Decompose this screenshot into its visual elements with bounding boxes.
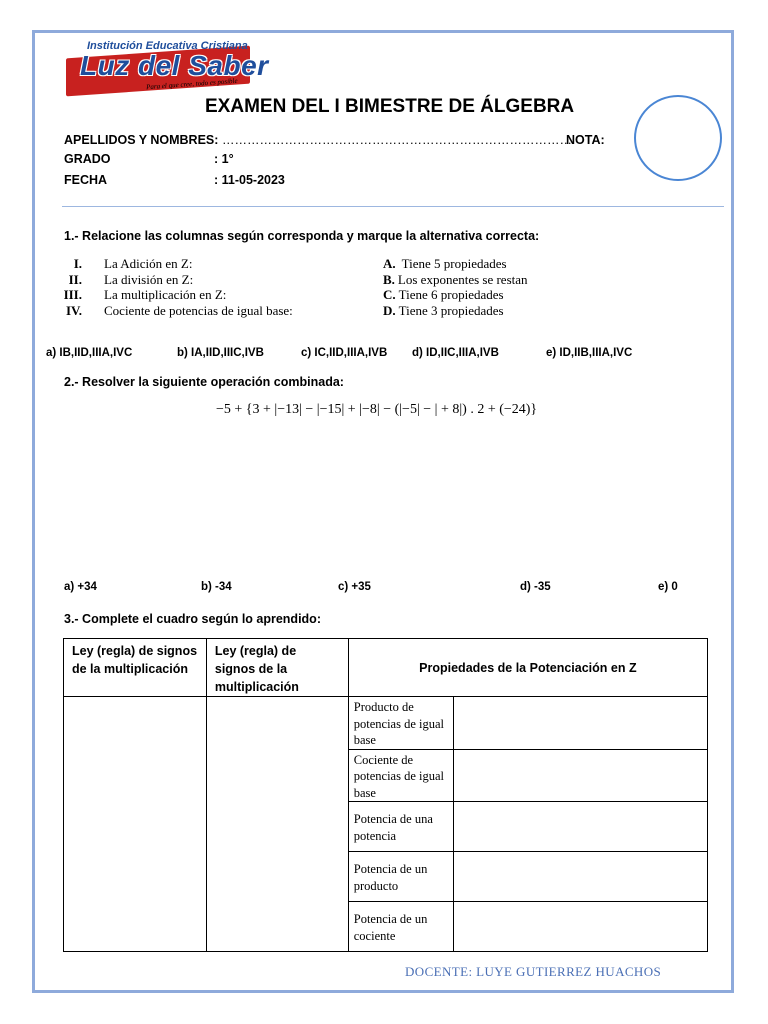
q1-left-text: La división en Z: xyxy=(104,271,194,287)
letter-label: A. xyxy=(383,256,396,271)
q1-option-c[interactable]: c) IC,IID,IIIA,IVB xyxy=(301,347,388,359)
answer-cell-col2[interactable] xyxy=(206,697,348,952)
q1-left-item xyxy=(52,256,293,272)
col1-header: Ley (regla) de signos de la multiplicación xyxy=(64,639,207,697)
logo-top-text: Institución Educativa Cristiana xyxy=(87,40,248,52)
q1-right-item xyxy=(383,303,528,319)
q1-left-text: La multiplicación en Z: xyxy=(104,287,227,302)
roman-numeral: II. xyxy=(68,271,82,287)
q1-option-b[interactable]: b) IA,IID,IIIC,IVB xyxy=(177,347,264,359)
logo-main-text: Luz del Saber xyxy=(80,50,269,81)
q2-option-d[interactable]: d) -35 xyxy=(520,581,551,593)
letter-label: B. xyxy=(383,271,395,287)
q1-right-text: Tiene 5 propiedades xyxy=(401,256,507,271)
grado-label: GRADO xyxy=(64,152,111,166)
roman-numeral: IV. xyxy=(65,302,82,318)
table-header-row xyxy=(64,639,708,697)
q2-option-e[interactable]: e) 0 xyxy=(658,581,678,593)
q1-left-item xyxy=(52,303,293,319)
property-label: Potencia de un producto xyxy=(348,852,453,902)
names-blank[interactable]: ………………………………………………………………………… xyxy=(222,133,572,147)
letter-label: C. xyxy=(383,287,396,302)
q2-option-b[interactable]: b) -34 xyxy=(201,581,232,593)
property-answer-cell[interactable] xyxy=(453,802,707,852)
q2-prompt: 2.- Resolver la siguiente operación combinada: xyxy=(64,375,344,389)
property-label: Potencia de un cociente xyxy=(348,902,453,952)
q2-option-c[interactable]: c) +35 xyxy=(338,581,371,593)
answer-cell-col1[interactable] xyxy=(64,697,207,952)
q3-prompt: 3.- Complete el cuadro según lo aprendido: xyxy=(64,612,321,626)
header-divider xyxy=(62,206,724,207)
q1-left-column xyxy=(52,256,293,318)
q1-right-text: Tiene 6 propiedades xyxy=(398,287,504,302)
page-title: EXAMEN DEL I BIMESTRE DE ÁLGEBRA xyxy=(205,96,575,117)
letter-label: D. xyxy=(383,302,396,318)
docente-footer: DOCENTE: LUYE GUTIERREZ HUACHOS xyxy=(405,964,662,979)
q1-option-a[interactable]: a) IB,IID,IIIA,IVC xyxy=(46,347,133,359)
col2-header: Ley (regla) de signos de la multiplicación xyxy=(206,639,348,697)
grado-value: : 1° xyxy=(214,152,234,166)
q1-right-text: Los exponentes se restan xyxy=(397,271,528,287)
q1-left-item xyxy=(52,287,293,303)
property-answer-cell[interactable] xyxy=(453,749,707,802)
q1-left-text: La Adición en Z: xyxy=(104,256,193,271)
roman-numeral: I. xyxy=(73,256,82,271)
q1-right-item xyxy=(383,287,528,303)
fecha-value: : 11-05-2023 xyxy=(214,173,285,187)
property-label: Cociente de potencias de igual base xyxy=(348,749,453,802)
table-row xyxy=(64,697,708,750)
q1-right-item xyxy=(383,256,528,272)
property-label: Producto de potencias de igual base xyxy=(348,697,453,750)
q1-right-item xyxy=(383,272,528,288)
fecha-label: FECHA xyxy=(64,173,108,187)
nota-label: NOTA: xyxy=(566,133,605,147)
q1-prompt: 1.- Relacione las columnas según corresponda y marque la alternativa correcta: xyxy=(64,229,540,243)
q1-option-e[interactable]: e) ID,IIB,IIIA,IVC xyxy=(546,347,633,359)
property-answer-cell[interactable] xyxy=(453,697,707,750)
q1-right-column xyxy=(383,256,528,318)
q3-table xyxy=(63,638,708,952)
property-answer-cell[interactable] xyxy=(453,852,707,902)
q1-option-d[interactable]: d) ID,IIC,IIIA,IVB xyxy=(412,347,499,359)
q1-right-text: Tiene 3 propiedades xyxy=(398,302,504,318)
roman-numeral: III. xyxy=(63,287,82,302)
q1-left-item xyxy=(52,272,293,288)
q2-expression: −5 + {3 + |−13| − |−15| + |−8| − (|−5| − | + 8|) . 2 + (−24)} xyxy=(216,402,538,417)
grade-circle[interactable] xyxy=(634,95,722,181)
logo-tagline: Para el que cree, todo es posible xyxy=(145,76,238,92)
q2-option-a[interactable]: a) +34 xyxy=(64,581,97,593)
names-label: APELLIDOS Y NOMBRES: xyxy=(64,133,219,147)
property-answer-cell[interactable] xyxy=(453,902,707,952)
property-label: Potencia de una potencia xyxy=(348,802,453,852)
q1-left-text: Cociente de potencias de igual base: xyxy=(104,302,293,318)
col3-header: Propiedades de la Potenciación en Z xyxy=(348,639,707,697)
